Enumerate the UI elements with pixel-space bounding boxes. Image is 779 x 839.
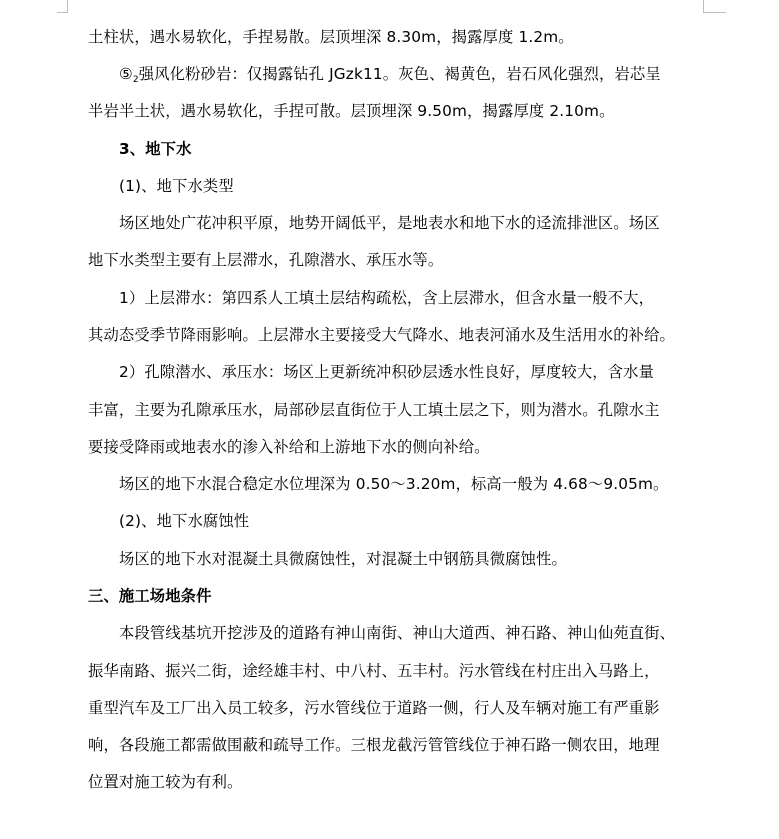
circled-number: ⑤ [119,65,133,83]
section-heading: 3、地下水 [119,140,192,158]
paragraph-line: 重型汽车及工厂出入员工较多，污水管线位于道路一侧，行人及车辆对施工有严重影 [88,699,660,717]
subsection-heading: (2)、地下水腐蚀性 [119,512,250,530]
paragraph-line: 1）上层滞水：第四系人工填土层结构疏松，含上层滞水，但含水量一般不大， [119,289,655,307]
paragraph-line: 场区地处广花冲积平原，地势开阔低平，是地表水和地下水的迳流排泄区。场区 [119,214,660,232]
paragraph-line: 要接受降雨或地表水的渗入补给和上游地下水的侧向补给。 [88,438,490,456]
paragraph-line: 位置对施工较为有利。 [88,773,243,791]
page-corner-marker [57,0,68,13]
paragraph-line: 振华南路、振兴二街，途经雄丰村、中八村、五丰村。污水管线在村庄出入马路上， [88,662,660,680]
paragraph-line: $⑤_2$强风化粉砂岩：仅揭露钻孔 JGzk11。灰色、褐黄色，岩石风化强烈，岩芯呈 [119,65,661,85]
paragraph-line: 场区的地下水混合稳定水位埋深为 0.50～3.20m，标高一般为 4.68～9.05m。 [119,475,669,493]
section-heading: 三、施工场地条件 [88,587,212,605]
subsection-heading: (1)、地下水类型 [119,177,234,195]
paragraph-line: 土柱状，遇水易软化，手捏易散。层顶埋深 8.30m，揭露厚度 1.2m。 [88,28,574,46]
page-corner-marker [703,0,726,13]
paragraph-line: 响，各段施工都需做围蔽和疏导工作。三根龙截污管管线位于神石路一侧农田，地理 [88,736,660,754]
paragraph-line: 2）孔隙潜水、承压水：场区上更新统冲积砂层透水性良好，厚度较大，含水量 [119,363,655,381]
paragraph-line: 其动态受季节降雨影响。上层滞水主要接受大气降水、地表河涌水及生活用水的补给。 [88,326,675,344]
subscript: 2 [132,75,139,85]
paragraph-line: 丰富，主要为孔隙承压水，局部砂层直街位于人工填土层之下，则为潜水。孔隙水主 [88,401,660,419]
paragraph-line: 地下水类型主要有上层滞水，孔隙潜水、承压水等。 [88,251,444,269]
paragraph-line: 半岩半土状，遇水易软化，手捏可散。层顶埋深 9.50m，揭露厚度 2.10m。 [88,102,615,120]
paragraph-line: 场区的地下水对混凝土具微腐蚀性，对混凝土中钢筋具微腐蚀性。 [119,550,567,568]
paragraph-line: 本段管线基坑开挖涉及的道路有神山南街、神山大道西、神石路、神山仙苑直街、 [119,624,676,642]
